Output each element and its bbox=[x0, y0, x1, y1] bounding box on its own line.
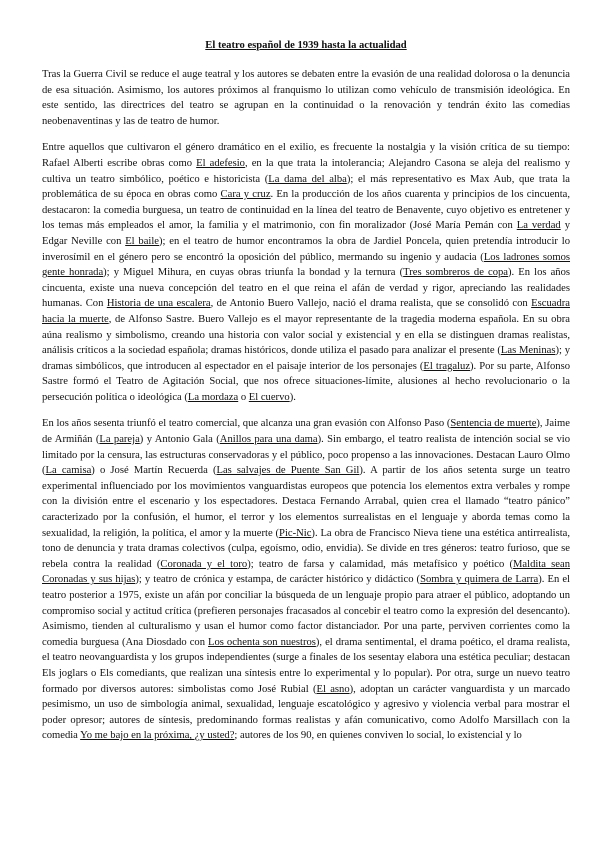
text-run: , en la que trata la intolerancia; Alejandro Casona se aleja del realismo y cultiva un teatro simbólico, poético e historicista ( bbox=[42, 157, 570, 185]
text-run: ); el más representativo es Max Aub, que trata la problemática de su época en obras como bbox=[42, 173, 570, 201]
text-run: ); teatro de farsa y calamidad, más metafísico y poético ( bbox=[247, 558, 514, 570]
text-run: y Edgar Neville con bbox=[42, 220, 570, 247]
work-title: Pic-Nic bbox=[279, 527, 312, 539]
text-run: , de Antonio Buero Vallejo, nació el drama realista, que se consolidó con bbox=[210, 298, 532, 310]
document-page bbox=[42, 40, 570, 755]
text-run: ). En el teatro posterior a 1975, existe un afán por conciliar la búsqueda de un lenguaje propio para atraer el público, adoptando un compromiso social y actitud crítica (prefieren personajes fracasados al concebir el teatro como la expresión del desencanto). Asimismo, tienden al culturalismo y usan el humor como factor distanciador. Por una parte, perviven corrientes como la comedia burguesa (Ana Diosdado con bbox=[42, 574, 570, 648]
work-title: El cuervo bbox=[248, 391, 290, 403]
text-run: Tras la Guerra Civil se reduce el auge teatral y los autores se debaten entre la evasión de una realidad dolorosa o la denuncia de esa situación. Asimismo, los autores próximos al franquismo lo utilizan como vehículo de transmisión ideológica. En este sentido, las directrices del teatro se agrupan en la continuidad o la renovación y tendrán éxito las comedias neobenaventinas y las de teatro de humor. bbox=[42, 69, 570, 127]
text-run: ); y teatro de crónica y estampa, de carácter histórico y didáctico ( bbox=[135, 574, 421, 586]
text-run: ). Por su parte, Alfonso Sastre formó el Teatro de Agitación Social, que nos ofrece situaciones-límite, alusiones al hecho revolucionario o la persecución política o ideológica ( bbox=[42, 360, 570, 403]
work-title: Anillos para una dama bbox=[219, 434, 318, 446]
work-title: La dama del alba bbox=[268, 173, 347, 185]
paragraph-intro bbox=[42, 67, 570, 129]
text-run: , de Alfonso Sastre. Buero Vallejo es el mayor representante de la tragedia moderna española. En su obra aúna realismo y simbolismo, creando una historia con valor social y existencial y en ella se distinguen dramas realistas, análisis críticos a la sociedad española; dramas históricos, donde utiliza el pasado para analizar el presente ( bbox=[42, 313, 570, 357]
work-title: Tres sombreros de copa bbox=[403, 267, 508, 279]
work-title: El tragaluz bbox=[423, 360, 471, 372]
work-title: Cara y cruz bbox=[220, 189, 271, 201]
text-run: ). En los años cincuenta, existe una nueva concepción del teatro en el que reina el afán de verdad y rigor, apreciando las realidades humanas. Con bbox=[42, 267, 570, 310]
document-title: El teatro español de 1939 hasta la actualidad bbox=[205, 40, 407, 51]
text-run: ), el drama sentimental, el drama poético, el drama realista, el teatro neovanguardista y los grupos independientes (surge a finales de los sesentay elabora una estética peculiar; destacan Els joglars o Els comediants, que realizan una síntesis entre lo experimental y lo popular). Por otra, surge un nuevo teatro formado por diversos autores: simbolistas como José Rubial ( bbox=[42, 636, 570, 695]
text-run: ). A partir de los años setenta surge un teatro experimental influenciado por los movimientos vanguardistas europeos que potencia los elementos extra verbales y rompe con la división entre el escenario y los espectadores. Destaca Fernando Arrabal, quien crea el llamado “teatro pánico” caracterizado por la confusión, el humor, el terror y los elementos surrealistas en el lenguaje y aborda temas como la sexualidad, la religión, la política, el amor y la muerte ( bbox=[42, 465, 571, 539]
text-run: ), Jaime de Armiñán ( bbox=[42, 418, 571, 446]
work-title: Coronada y el toro bbox=[160, 558, 248, 570]
paragraph-sixties-onward bbox=[42, 416, 570, 743]
work-title: Las salvajes de Puente San Gil bbox=[216, 465, 360, 477]
text-run: ), adoptan un carácter vanguardista y un marcado pesimismo, un uso de simbología animal, sexualidad, lenguaje escatológico y agresivo y violencia verbal para mostrar el poder opresor; autores de síntesis, predominando formas realistas y afán comunicativo, como Adolfo Marsillach con la comedia bbox=[42, 683, 571, 742]
text-run: Entre aquellos que cultivaron el género dramático en el exilio, es frecuente la nostalgia y la visión crítica de su tiempo: Rafael Alberti escribe obras como bbox=[42, 142, 570, 169]
work-title: Las Meninas bbox=[500, 345, 556, 357]
work-title: La mordaza bbox=[187, 391, 239, 403]
work-title: Maldita sean Coronadas y sus hijas bbox=[42, 558, 570, 586]
text-run: ). Sin embargo, el teatro realista de intención social se vio limitado por la censura, las estructuras conservadoras y el público, poco propenso a las innovaciones. Destacan Lauro Olmo ( bbox=[42, 434, 571, 477]
work-title: Historia de una escalera bbox=[106, 298, 211, 310]
text-run: ); y Miguel Mihura, en cuyas obras triunfa la bondad y la ternura ( bbox=[103, 267, 404, 279]
text-run: En los años sesenta triunfó el teatro comercial, que alcanza una gran evasión con Alfonso Paso ( bbox=[42, 418, 451, 430]
paragraph-exile-and-postwar bbox=[42, 140, 570, 405]
work-title: Escuadra hacia la muerte bbox=[42, 298, 570, 325]
text-run: ). La obra de Francisco Nieva tiene una estética antirrealista, tono de denuncia y trata dramas colectivos (culpa, egoísmo, odio, envidia). Se divide en tres géneros: teatro furioso, que se rebela contra la realidad ( bbox=[42, 527, 570, 570]
work-title: Sentencia de muerte bbox=[450, 418, 537, 430]
work-title: Los ochenta son nuestros bbox=[208, 636, 316, 648]
text-run: ) o José Martín Recuerda ( bbox=[91, 465, 217, 477]
work-title: Yo me bajo en la próxima, ¿y usted? bbox=[80, 730, 235, 742]
text-run: o bbox=[238, 391, 249, 403]
text-run: ; autores de los 90, en quienes conviven lo social, lo existencial y lo bbox=[234, 730, 522, 742]
text-run: . En la producción de los años cuarenta y principios de los cincuenta, destacaron: la comedia burguesa, un teatro de continuidad en la línea del teatro de Benavente, cuyo objetivo es entretener y los temas más empleados el amor, la familia y el matrimonio, con fin moralizador (José María Pemán con bbox=[42, 189, 570, 232]
text-run: ). bbox=[289, 391, 296, 403]
text-run: ); en el teatro de humor encontramos la obra de Jardiel Poncela, quien pretendía introducir lo inverosímil en el género pero se encontró la oposición del público, mermando su ingenio y audacia ( bbox=[42, 235, 571, 263]
work-title: El asno bbox=[316, 683, 350, 695]
text-run: ) y Antonio Gala ( bbox=[139, 434, 220, 446]
work-title: Los ladrones somos gente honrada bbox=[42, 251, 571, 279]
work-title: El adefesio bbox=[196, 157, 245, 169]
work-title: El baile bbox=[125, 235, 160, 247]
work-title: La verdad bbox=[516, 220, 561, 232]
work-title: La pareja bbox=[99, 434, 140, 446]
work-title: Sombra y quimera de Larra bbox=[420, 574, 539, 586]
work-title: La camisa bbox=[45, 465, 92, 477]
text-run: ); y dramas simbólicos, que introducen al espectador en el paisaje interior de los personajes ( bbox=[42, 345, 570, 372]
